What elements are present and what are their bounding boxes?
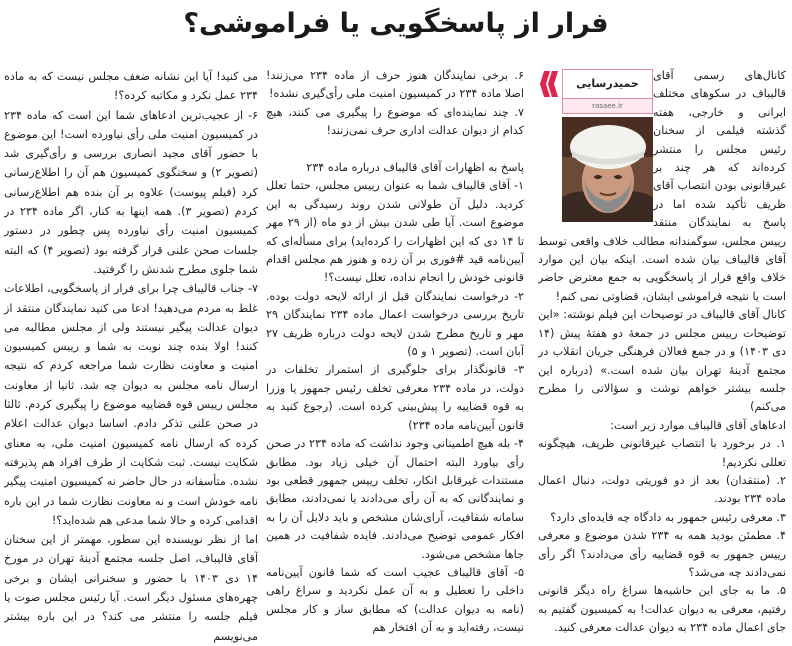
headline: فرار از پاسخگویی یا فراموشی؟ [183,8,609,39]
paragraph: ۲- درخواست نمایندگان قبل از ارائه لایحه دولت بوده. تاریخ بررسی درخواست اعمال ماده ۲۳۴ نمایندگان ۲۹ مهر و تاریخ مطرح شدن لایحه دولت درباره ظریف ۲۷ آبان است. (تصویر ۱ و ۵) [266,289,524,359]
paragraph: ۵. ما به جای این حاشیه‌ها سراغ راه دیگر قانونی رفتیم، معرفی به دیوان عدالت! به کمیسیون گفتیم به جای اعمال ماده ۲۳۴ به دیوان عدالت معرفی کنید. [538,584,786,635]
paragraph: ۱. در برخورد با انتصاب غیرقانونی ظریف، هیچگونه تعللی نکردیم! [538,437,786,469]
chevron-left-icon [540,71,562,97]
author-website: rasaee.ir [562,99,653,114]
paragraph: کانال‌های رسمی آقای قالیباف در سکوهای مختلف ایرانی و خارجی، هفته گذشته فیلمی از سخنان رئیس مجلس را منتشر کرده‌اند که هر چند بر غیرقانونی بودن انتصاب آقای ظریف تأکید شده اما در پاسخ به نمایندگان منتقد رییس مجلس، سوگمندانه مطالب خلاف واقعی توسط آقای قالیباف بیان شده است. اینکه بیان این موارد خلاف واقع فرار از پاسخگویی به جمع معترض حاضر است یا نتیجه فراموشی ایشان، قضاوتی نمی کنم! [538,69,786,303]
paragraph: ادعاهای آقای قالیباف موارد زیر است: [610,418,786,432]
paragraph: ۷- جناب قالیباف چرا برای فرار از پاسخگویی، اطلاعات غلط به مردم می‌دهید! ادعا می کنید نمایندگان منتقد از دیوان عدالت پیگیر نیستند ولی از مجلس مطالبه می کنند! اولا بنده چند نوبت به شما و رییس کمیسیون امنیت و معاونت نظارت شما مراجعه کردم که نتیجه ارسال نامه مجلس به دیوان چه شد. ثانیا از معاونت مجلس رییس قوه قضاییه موضوع را پیگیری کردم. ثالثا در صحن علنی تذکر دادم. اساسا دیوان عدالت اعلام کرده که ارسال نامه کمیسیون امنیت ملی، به معنای شکایت نیست. ثبت شکایت از طرف افراد هم پذیرفته نشده. متأسفانه در حال حاضر نه کمیسیون امنیت پیگیر نامه خودش است و نه معاونت نظارت شما در این باره اقدامی کرده و حالا شما مدعی هم شده‌اید؟! [4,282,258,527]
article-column-2 [266,67,524,646]
paragraph: می کنید! آیا این نشانه ضعف مجلس نیست که به ماده ۲۳۴ عمل نکرد و مکاتبه کرده؟! [4,70,258,103]
author-name: حمیدرسایی [562,69,653,99]
paragraph: ۴. مطمئن بودید همه به ۲۳۴ شدن موضوع و معرفی رییس جمهور به قوه قضاییه رأی می‌دادند؟ اگر رأی نمی‌دادند چه می‌شد؟ [538,529,786,579]
paragraph: ۷. چند نماینده‌ای که موضوع را پیگیری می کنند، هیچ کدام از دیوان عدالت اداری حرف نمی‌زنند! [266,105,524,138]
paragraph: ۳- قانونگذار برای جلوگیری از استمرار تخلفات در دولت، در ماده ۲۳۴ معرفی تخلف رئیس جمهور یا وزرا به قوه قضاییه را پیش‌بینی کرده است. (رجوع کنید به قانون آیین‌نامه ماده ۲۳۴) [266,363,524,432]
paragraph-spacer [266,141,524,159]
article-column-1 [538,67,786,646]
paragraph: ۶- از عجیب‌ترین ادعاهای شما این است که ماده ۲۳۴ در کمیسیون امنیت ملی رأی نیاورده است! این موضوع با حضور آقای مجید انصاری بررسی و رأی‌گیری شد (تصویر ۲) و سخنگوی کمیسیون هم آن را اطلاع‌رسانی کرد (فیلم پیوست) علاوه بر آن بنده هم اطلاع‌رسانی کردم (تصویر ۳). همه اینها به کنار، اگر ماده ۲۳۴ در کمیسیون امنیت رأی نیاورده پس چطور در دستور جلسات صحن علنی قرار گرفته بود (تصویر ۴) که البته شما جلوی مطرح شدنش را گرفتید. [4,108,258,276]
paragraph: ۵- آقای قالیباف عجیب است که شما قانون آیین‌نامه داخلی را تعطیل و به آن عمل نکردید و سراغ راهی (نامه به دیوان عدالت) که مطابق ساز و کار مجلس نیست، رفته‌اید و به آن افتخار هم [266,565,524,635]
author-photo [562,117,653,222]
article-column-3 [4,67,258,646]
paragraph: ۶. برخی نمایندگان هنوز حرف از ماده ۲۳۴ می‌زنند! اصلا ماده ۲۳۴ در کمیسیون امنیت ملی رأی‌گیری نشده! [266,69,524,101]
paragraph: ۲. (منتقدان) بعد از دو فوریتی دولت، دنبال اعمال ماده ۲۳۴ بودند. [538,473,786,506]
paragraph: اما از نظر نویسنده این سطور، مهمتر از این سخنان آقای قالیباف، اصل جلسه مجتمع آدینهٔ تهران در مورخ ۱۴ دی ۱۴۰۳ با حضور و سخنرانی ایشان و برخی چهره‌های مسئول دیگر است. آیا رئیس مجلس صوت یا فیلم جلسه را منتشر می کند؟ در این باره بیشتر می‌نویسم [4,533,258,643]
section-heading: پاسخ به اظهارات آقای قالیباف درباره ماده ۲۳۴ [306,161,524,175]
paragraph: کانال آقای قالیباف در توصیحات این فیلم نوشته: «این توضیحات رییس مجلس در جمعهٔ دو هفتهٔ پیش (۱۴ دی ۱۴۰۳) و در جمع فعالان فرهنگی جریان انقلاب در مجتمع آدینهٔ تهران بیان شده است.» (درباره این جلسه بیشتر خواهم نوشت و سؤالاتی را مطرح می‌کنم) [538,308,786,414]
paragraph: ۴- بله هیچ اطمینانی وجود نداشت که ماده ۲۳۴ در صحن رأی بیاورد البته احتمال آن خیلی زیاد بود. مطابق مستندات غیرقابل انکار، تخلف رییس جمهور قطعی بود و نمایندگانی که به آن رأی می‌دادند یا نمی‌دادند، مطابق سامانه شفافیت، آرای‌شان مشخص و باید دلایل آن را به افکار عمومی توضیح می‌دادند. فایده شفافیت در همین جاها مشخص می‌شود. [266,437,524,561]
paragraph: ۱- آقای قالیباف شما به عنوان رییس مجلس، حتما تعلل کردید. دلیل آن طولانی شدن روند رسیدگی به این موضوع است. آیا طی شدن بیش از دو ماه (از ۲۹ مهر تا ۱۴ دی که این اظهارات را کرده‌اید) برای مسأله‌ای که آیین‌نامه قید #فوری بر آن زده و هنوز هم مجلس اقدام قانونی خودش را انجام نداده، تعلل نیست؟! [266,179,524,285]
paragraph: ۳. معرفی رئیس جمهور به دادگاه چه فایده‌ای دارد؟ [550,510,786,524]
author-box [562,69,653,222]
